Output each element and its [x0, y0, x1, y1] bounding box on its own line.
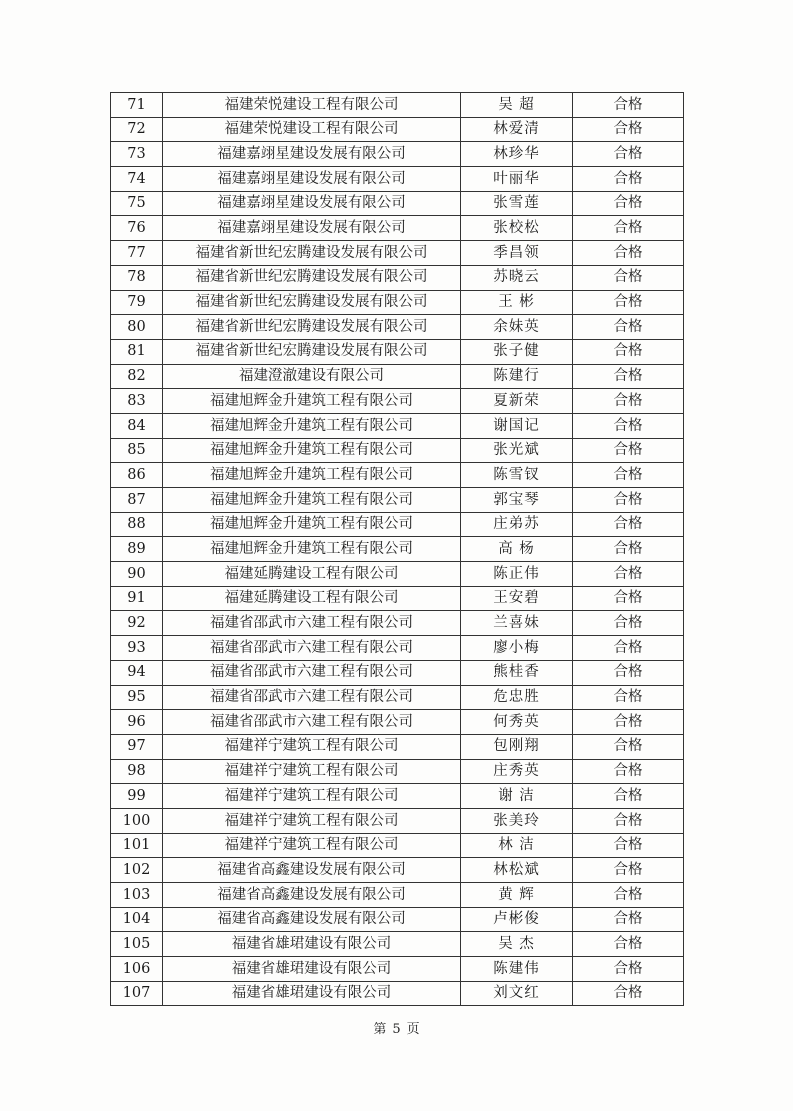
person-name-cell: 叶丽华 [461, 167, 573, 192]
row-number-cell: 103 [111, 883, 163, 908]
row-number-cell: 94 [111, 660, 163, 685]
person-name-cell: 张校松 [461, 216, 573, 241]
person-name-cell: 张美玲 [461, 808, 573, 833]
table-row [111, 981, 684, 1006]
results-table [110, 92, 684, 1006]
result-cell: 合格 [573, 685, 684, 710]
table-row [111, 611, 684, 636]
company-cell: 福建省高鑫建设发展有限公司 [163, 883, 461, 908]
company-cell: 福建旭辉金升建筑工程有限公司 [163, 537, 461, 562]
company-cell: 福建省雄珺建设有限公司 [163, 981, 461, 1006]
table-row [111, 315, 684, 340]
person-name-cell: 陈建行 [461, 364, 573, 389]
company-cell: 福建延腾建设工程有限公司 [163, 562, 461, 587]
company-cell: 福建荣悦建设工程有限公司 [163, 117, 461, 142]
table-row [111, 586, 684, 611]
row-number-cell: 85 [111, 438, 163, 463]
company-cell: 福建荣悦建设工程有限公司 [163, 93, 461, 118]
result-cell: 合格 [573, 364, 684, 389]
table-row [111, 142, 684, 167]
result-cell: 合格 [573, 957, 684, 982]
result-cell: 合格 [573, 710, 684, 735]
company-cell: 福建省雄珺建设有限公司 [163, 957, 461, 982]
row-number-cell: 81 [111, 339, 163, 364]
table-row [111, 463, 684, 488]
person-name-cell: 谢国记 [461, 413, 573, 438]
company-cell: 福建延腾建设工程有限公司 [163, 586, 461, 611]
table-row [111, 117, 684, 142]
result-cell: 合格 [573, 562, 684, 587]
person-name-cell: 王 彬 [461, 290, 573, 315]
row-number-cell: 92 [111, 611, 163, 636]
table-row [111, 241, 684, 266]
table-row [111, 833, 684, 858]
row-number-cell: 96 [111, 710, 163, 735]
table-row [111, 167, 684, 192]
row-number-cell: 99 [111, 784, 163, 809]
table-row [111, 290, 684, 315]
results-table-body [111, 93, 684, 1006]
person-name-cell: 庄秀英 [461, 759, 573, 784]
person-name-cell: 林珍华 [461, 142, 573, 167]
company-cell: 福建省高鑫建设发展有限公司 [163, 907, 461, 932]
company-cell: 福建省新世纪宏腾建设发展有限公司 [163, 315, 461, 340]
company-cell: 福建省新世纪宏腾建设发展有限公司 [163, 241, 461, 266]
footer-prefix: 第 [373, 1022, 387, 1037]
page-footer [0, 1018, 793, 1037]
row-number-cell: 72 [111, 117, 163, 142]
person-name-cell: 季昌领 [461, 241, 573, 266]
result-cell: 合格 [573, 389, 684, 414]
row-number-cell: 77 [111, 241, 163, 266]
table-row [111, 364, 684, 389]
result-cell: 合格 [573, 339, 684, 364]
company-cell: 福建祥宁建筑工程有限公司 [163, 759, 461, 784]
table-row [111, 858, 684, 883]
row-number-cell: 83 [111, 389, 163, 414]
row-number-cell: 82 [111, 364, 163, 389]
result-cell: 合格 [573, 142, 684, 167]
table-row [111, 907, 684, 932]
row-number-cell: 71 [111, 93, 163, 118]
result-cell: 合格 [573, 660, 684, 685]
person-name-cell: 高 杨 [461, 537, 573, 562]
company-cell: 福建省高鑫建设发展有限公司 [163, 858, 461, 883]
result-cell: 合格 [573, 265, 684, 290]
table-row [111, 438, 684, 463]
row-number-cell: 87 [111, 488, 163, 513]
person-name-cell: 张光斌 [461, 438, 573, 463]
row-number-cell: 101 [111, 833, 163, 858]
person-name-cell: 谢 洁 [461, 784, 573, 809]
person-name-cell: 熊桂香 [461, 660, 573, 685]
result-cell: 合格 [573, 512, 684, 537]
result-cell: 合格 [573, 636, 684, 661]
company-cell: 福建省新世纪宏腾建设发展有限公司 [163, 265, 461, 290]
result-cell: 合格 [573, 734, 684, 759]
company-cell: 福建省邵武市六建工程有限公司 [163, 611, 461, 636]
company-cell: 福建祥宁建筑工程有限公司 [163, 734, 461, 759]
company-cell: 福建旭辉金升建筑工程有限公司 [163, 389, 461, 414]
person-name-cell: 卢彬俊 [461, 907, 573, 932]
row-number-cell: 80 [111, 315, 163, 340]
row-number-cell: 89 [111, 537, 163, 562]
row-number-cell: 104 [111, 907, 163, 932]
company-cell: 福建省新世纪宏腾建设发展有限公司 [163, 290, 461, 315]
result-cell: 合格 [573, 833, 684, 858]
person-name-cell: 兰喜妹 [461, 611, 573, 636]
row-number-cell: 79 [111, 290, 163, 315]
row-number-cell: 91 [111, 586, 163, 611]
result-cell: 合格 [573, 611, 684, 636]
result-cell: 合格 [573, 463, 684, 488]
row-number-cell: 78 [111, 265, 163, 290]
person-name-cell: 吴 超 [461, 93, 573, 118]
table-row [111, 413, 684, 438]
company-cell: 福建祥宁建筑工程有限公司 [163, 784, 461, 809]
person-name-cell: 廖小梅 [461, 636, 573, 661]
result-cell: 合格 [573, 93, 684, 118]
table-row [111, 389, 684, 414]
row-number-cell: 93 [111, 636, 163, 661]
result-cell: 合格 [573, 932, 684, 957]
row-number-cell: 75 [111, 191, 163, 216]
person-name-cell: 张雪莲 [461, 191, 573, 216]
table-row [111, 734, 684, 759]
row-number-cell: 76 [111, 216, 163, 241]
company-cell: 福建嘉翊星建设发展有限公司 [163, 142, 461, 167]
row-number-cell: 95 [111, 685, 163, 710]
row-number-cell: 98 [111, 759, 163, 784]
row-number-cell: 100 [111, 808, 163, 833]
page-number: 5 [392, 1022, 401, 1037]
row-number-cell: 105 [111, 932, 163, 957]
row-number-cell: 88 [111, 512, 163, 537]
result-cell: 合格 [573, 858, 684, 883]
company-cell: 福建祥宁建筑工程有限公司 [163, 808, 461, 833]
table-row [111, 636, 684, 661]
row-number-cell: 86 [111, 463, 163, 488]
table-row [111, 883, 684, 908]
result-cell: 合格 [573, 808, 684, 833]
person-name-cell: 苏晓云 [461, 265, 573, 290]
person-name-cell: 夏新荣 [461, 389, 573, 414]
result-cell: 合格 [573, 488, 684, 513]
person-name-cell: 吴 杰 [461, 932, 573, 957]
result-cell: 合格 [573, 241, 684, 266]
result-cell: 合格 [573, 784, 684, 809]
person-name-cell: 陈建伟 [461, 957, 573, 982]
table-row [111, 784, 684, 809]
person-name-cell: 林 洁 [461, 833, 573, 858]
footer-suffix: 页 [406, 1022, 420, 1037]
table-row [111, 93, 684, 118]
result-cell: 合格 [573, 216, 684, 241]
company-cell: 福建省邵武市六建工程有限公司 [163, 660, 461, 685]
person-name-cell: 包刚翔 [461, 734, 573, 759]
person-name-cell: 林松斌 [461, 858, 573, 883]
table-row [111, 191, 684, 216]
table-row [111, 339, 684, 364]
result-cell: 合格 [573, 315, 684, 340]
company-cell: 福建省邵武市六建工程有限公司 [163, 685, 461, 710]
company-cell: 福建嘉翊星建设发展有限公司 [163, 191, 461, 216]
result-cell: 合格 [573, 413, 684, 438]
result-cell: 合格 [573, 191, 684, 216]
table-row [111, 660, 684, 685]
company-cell: 福建省邵武市六建工程有限公司 [163, 636, 461, 661]
company-cell: 福建澄澈建设有限公司 [163, 364, 461, 389]
result-cell: 合格 [573, 117, 684, 142]
result-cell: 合格 [573, 167, 684, 192]
table-row [111, 488, 684, 513]
table-row [111, 265, 684, 290]
table-row [111, 562, 684, 587]
table-row [111, 216, 684, 241]
row-number-cell: 90 [111, 562, 163, 587]
result-cell: 合格 [573, 759, 684, 784]
table-row [111, 808, 684, 833]
person-name-cell: 陈雪钗 [461, 463, 573, 488]
result-cell: 合格 [573, 907, 684, 932]
row-number-cell: 102 [111, 858, 163, 883]
company-cell: 福建旭辉金升建筑工程有限公司 [163, 512, 461, 537]
company-cell: 福建省邵武市六建工程有限公司 [163, 710, 461, 735]
result-cell: 合格 [573, 537, 684, 562]
person-name-cell: 黄 辉 [461, 883, 573, 908]
company-cell: 福建省雄珺建设有限公司 [163, 932, 461, 957]
company-cell: 福建旭辉金升建筑工程有限公司 [163, 463, 461, 488]
company-cell: 福建省新世纪宏腾建设发展有限公司 [163, 339, 461, 364]
person-name-cell: 庄弟苏 [461, 512, 573, 537]
row-number-cell: 84 [111, 413, 163, 438]
person-name-cell: 陈正伟 [461, 562, 573, 587]
table-row [111, 932, 684, 957]
result-cell: 合格 [573, 290, 684, 315]
person-name-cell: 王安碧 [461, 586, 573, 611]
company-cell: 福建旭辉金升建筑工程有限公司 [163, 413, 461, 438]
company-cell: 福建嘉翊星建设发展有限公司 [163, 216, 461, 241]
table-row [111, 710, 684, 735]
company-cell: 福建旭辉金升建筑工程有限公司 [163, 438, 461, 463]
result-cell: 合格 [573, 438, 684, 463]
person-name-cell: 何秀英 [461, 710, 573, 735]
person-name-cell: 林爱清 [461, 117, 573, 142]
result-cell: 合格 [573, 981, 684, 1006]
row-number-cell: 73 [111, 142, 163, 167]
person-name-cell: 危忠胜 [461, 685, 573, 710]
row-number-cell: 107 [111, 981, 163, 1006]
person-name-cell: 刘文红 [461, 981, 573, 1006]
result-cell: 合格 [573, 883, 684, 908]
company-cell: 福建祥宁建筑工程有限公司 [163, 833, 461, 858]
company-cell: 福建旭辉金升建筑工程有限公司 [163, 488, 461, 513]
person-name-cell: 张子健 [461, 339, 573, 364]
row-number-cell: 74 [111, 167, 163, 192]
person-name-cell: 郭宝琴 [461, 488, 573, 513]
table-row [111, 537, 684, 562]
result-cell: 合格 [573, 586, 684, 611]
table-row [111, 685, 684, 710]
person-name-cell: 余妹英 [461, 315, 573, 340]
table-row [111, 957, 684, 982]
row-number-cell: 97 [111, 734, 163, 759]
table-row [111, 759, 684, 784]
company-cell: 福建嘉翊星建设发展有限公司 [163, 167, 461, 192]
table-row [111, 512, 684, 537]
row-number-cell: 106 [111, 957, 163, 982]
